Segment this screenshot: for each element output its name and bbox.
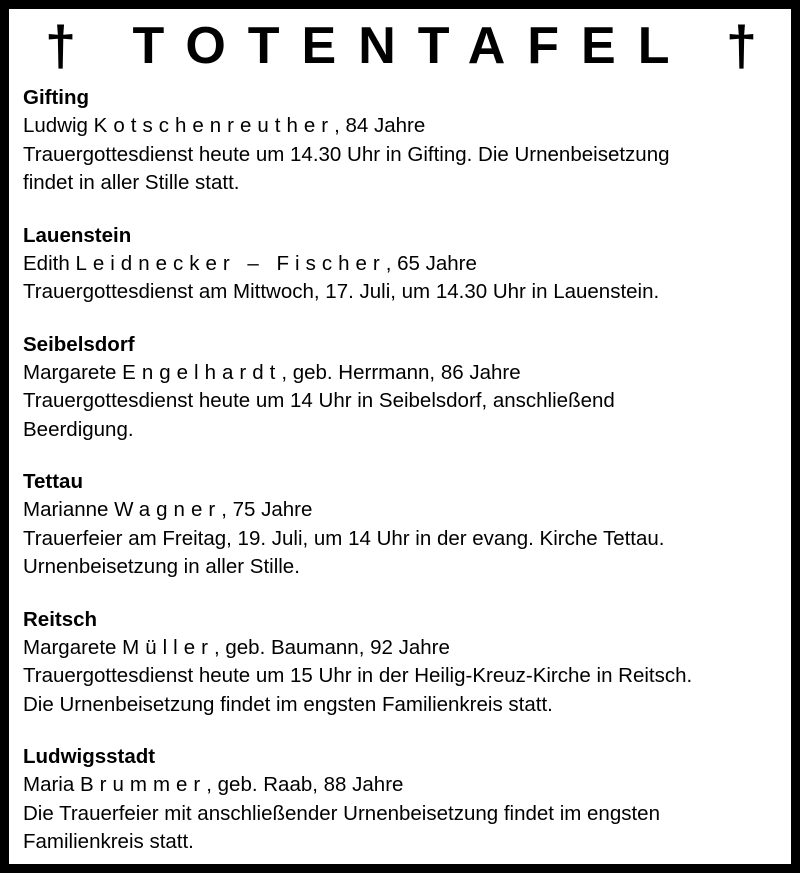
entry-place: Reitsch (23, 607, 98, 631)
surname: Leidnecker – Fischer (75, 251, 386, 275)
entry-place: Gifting (23, 86, 90, 109)
entry-text-line: Trauergottesdienst heute um 15 Uhr in der Heilig-Kreuz-Kirche in Reitsch. (23, 664, 693, 687)
obituary-entry (23, 605, 777, 720)
entry-text-line: Trauergottesdienst heute um 14 Uhr in Seibelsdorf, anschließend (23, 389, 615, 412)
entry-text-line: Urnenbeisetzung in aller Stille. (23, 555, 300, 578)
entry-text-line: Trauergottesdienst am Mittwoch, 17. Juli, um 14.30 Uhr in Lauenstein. (23, 280, 660, 303)
page-title: TOTENTAFEL (132, 17, 692, 75)
obituary-entry (23, 742, 777, 857)
first-name: Margarete (23, 360, 117, 384)
header (23, 9, 777, 83)
entry-name-line (23, 496, 777, 525)
entry-place: Tettau (23, 470, 83, 493)
cross-icon-right: † (725, 14, 757, 77)
name-suffix: , 84 Jahre (334, 114, 426, 137)
entry-text-line: Trauerfeier am Freitag, 19. Juli, um 14 Uhr in der evang. Kirche Tettau. (23, 526, 665, 550)
name-suffix: , 65 Jahre (385, 251, 477, 275)
entry-text-line: Familienkreis statt. (23, 830, 194, 853)
name-suffix: , geb. Herrmann, 86 Jahre (281, 360, 521, 384)
first-name: Maria (23, 773, 75, 796)
first-name: Edith (23, 251, 70, 275)
surname: Brummer (79, 773, 207, 796)
surname: Engelhardt (122, 360, 282, 384)
surname: Kotschenreuther (93, 114, 335, 137)
first-name: Ludwig (23, 114, 88, 137)
surname: Wagner (114, 498, 222, 521)
obituary-entry (23, 330, 777, 445)
obituary-entry (23, 467, 777, 582)
entry-name-line (23, 634, 777, 663)
name-suffix: , 75 Jahre (221, 498, 313, 521)
obituary-entry (23, 83, 777, 198)
entry-name-line (23, 250, 777, 279)
entry-place: Ludwigsstadt (23, 745, 156, 768)
entry-text-line: Die Trauerfeier mit anschließender Urnenbeisetzung findet im engsten (23, 801, 660, 825)
entry-place: Lauenstein (23, 223, 132, 247)
entry-place: Seibelsdorf (23, 332, 135, 356)
name-suffix: , geb. Raab, 88 Jahre (206, 773, 404, 796)
first-name: Marianne (23, 498, 109, 521)
entry-name-line (23, 359, 777, 388)
entry-name-line (23, 771, 777, 800)
surname: Müller (122, 635, 214, 659)
entries-list (23, 83, 777, 857)
cross-icon-left: † (45, 14, 77, 77)
obituary-entry (23, 221, 777, 307)
name-suffix: , geb. Baumann, 92 Jahre (213, 635, 450, 659)
first-name: Margarete (23, 635, 117, 659)
entry-name-line (23, 112, 777, 141)
entry-text-line: Trauergottesdienst heute um 14.30 Uhr in Gifting. Die Urnenbeisetzung (23, 142, 670, 166)
entry-text-line: findet in aller Stille statt. (23, 171, 240, 194)
entry-text-line: Die Urnenbeisetzung findet im engsten Familienkreis statt. (23, 692, 553, 716)
entry-text-line: Beerdigung. (23, 417, 134, 441)
